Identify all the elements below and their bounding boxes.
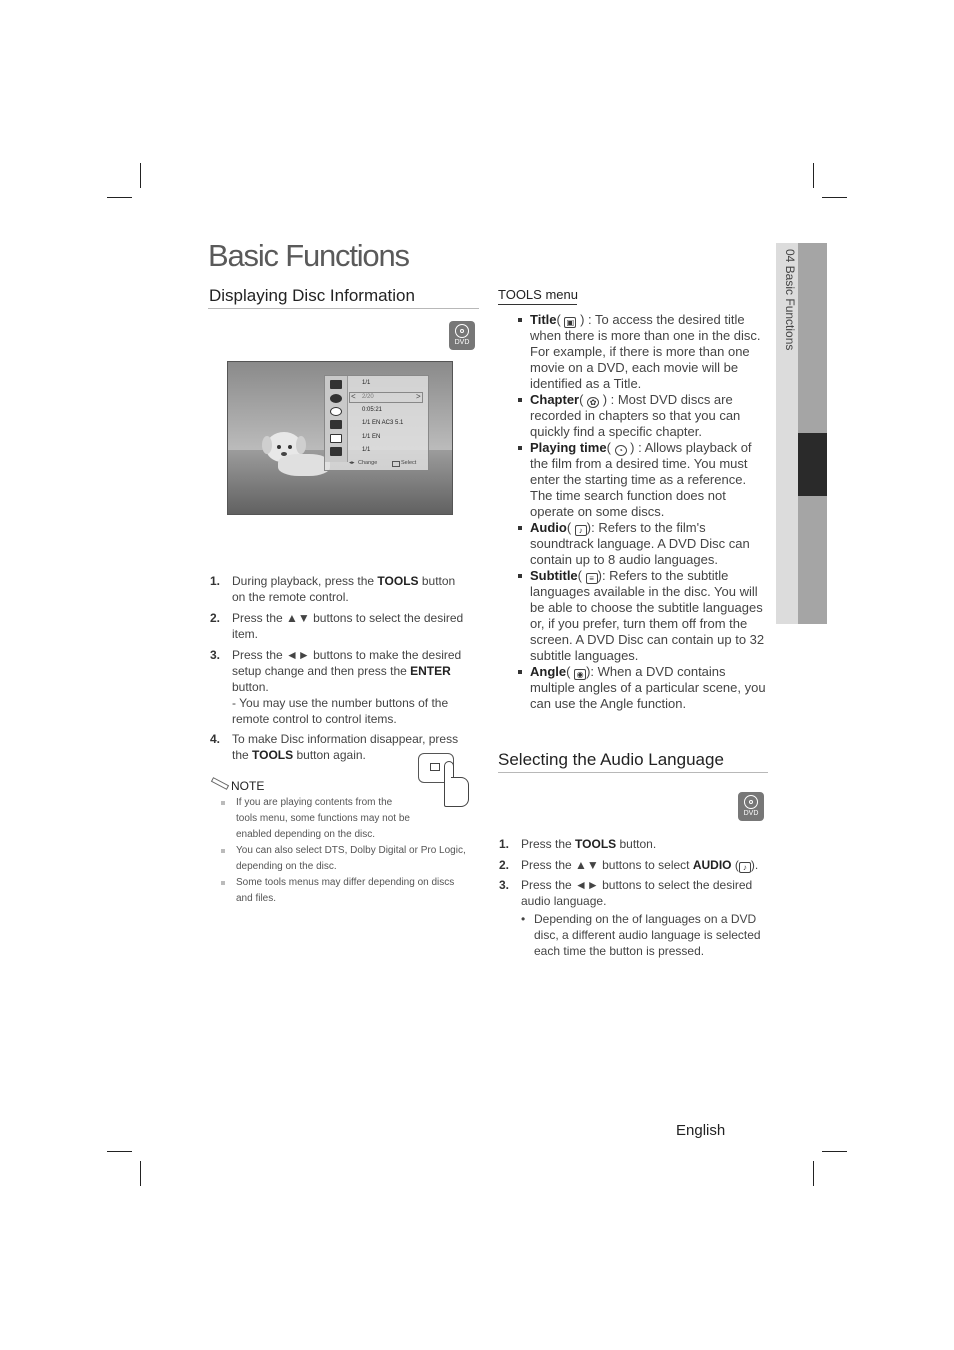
tools-menu-list xyxy=(518,312,770,712)
puppy-ear xyxy=(262,436,272,454)
step-number: 4. xyxy=(210,732,221,746)
clock-icon: ◔ xyxy=(615,445,627,456)
osd-footer-change: Change xyxy=(358,460,378,466)
step-number: 2. xyxy=(210,611,221,625)
step-key: AUDIO xyxy=(692,858,732,872)
step-subtext: - You may use the number buttons of the remote control to control items. xyxy=(232,696,449,726)
tools-term: Subtitle xyxy=(530,568,578,583)
audio-step-3 xyxy=(499,877,769,909)
osd-change-arrows-icon: ◂▸ xyxy=(349,460,355,466)
step-number: 1. xyxy=(499,837,510,851)
tools-item-angle: Angle( ◉ ): When a DVD contains multiple angles of a particular scene, you can use the Angle function. xyxy=(518,664,770,712)
section-title-audio: Selecting the Audio Language xyxy=(498,750,724,769)
tools-term: Audio xyxy=(530,520,567,535)
osd-highlight xyxy=(349,392,423,403)
crop-mark xyxy=(140,163,141,188)
step-text: Press the ◄► buttons to select the desired audio language. xyxy=(521,878,753,908)
step-key: ENTER xyxy=(410,664,451,678)
note-item xyxy=(221,875,471,907)
disc-info-step-2 xyxy=(210,610,470,642)
step-text: ( xyxy=(731,858,739,872)
puppy-eye xyxy=(277,445,281,449)
disc-icon xyxy=(744,795,758,809)
puppy-ear xyxy=(296,436,306,454)
step-text: button. xyxy=(616,837,657,851)
page-title: Basic Functions xyxy=(208,238,409,273)
crop-mark xyxy=(813,1161,814,1186)
osd-footer xyxy=(349,460,425,468)
puppy-body xyxy=(278,454,330,476)
section-title-disc-info: Displaying Disc Information xyxy=(209,286,415,305)
chapter-icon xyxy=(330,394,342,403)
crop-mark xyxy=(822,1151,847,1152)
tools-item-playing-time: Playing time( ◔ ) : Allows playback of the film from a desired time. You must enter the starting time as a reference. The time search function does not operate on some discs. xyxy=(518,440,770,520)
remote-hand-icon xyxy=(418,753,474,811)
dvd-badge xyxy=(449,321,475,350)
dvd-badge xyxy=(738,792,764,821)
note-text: Some tools menus may differ depending on discs and files. xyxy=(236,877,455,904)
note-text: If you are playing contents from the tools menu, some functions may not be enabled depending on the disc. xyxy=(236,797,410,840)
step-text: Press the xyxy=(521,837,576,851)
step-number: 2. xyxy=(499,858,510,872)
osd-row: 1/1 xyxy=(362,380,371,386)
tools-item-title: Title( ▣ ) : To access the desired title when there is more than one in the disc. For example, if there is more than one movie on a DVD, each movie will be identified as a Title. xyxy=(518,312,770,392)
osd-row: 1/1 EN xyxy=(362,434,381,440)
tools-menu-heading: TOOLS menu xyxy=(498,287,578,302)
tools-term: Playing time xyxy=(530,440,607,455)
clock-icon xyxy=(330,407,342,416)
audio-icon xyxy=(330,420,342,429)
step-text: button again. xyxy=(293,748,366,762)
tools-desc: ): Refers to the subtitle languages available in the disc. You will be able to choose the subtitle languages or, if you prefer, turn them off from the screen. A DVD Disc can contain up to 32 subtitle languages. xyxy=(530,568,765,663)
tools-osd-panel xyxy=(324,375,429,471)
tools-desc: ) : Most DVD discs are recorded in chapters so that you can quickly find a specific chapter. xyxy=(530,392,741,439)
osd-row: 0:05:21 xyxy=(362,407,383,413)
puppy-eye xyxy=(288,445,292,449)
osd-row: 1/1 EN AC3 5.1 xyxy=(362,420,404,426)
disc-icon xyxy=(455,324,469,338)
osd-footer-select: Select xyxy=(401,460,417,466)
crop-mark xyxy=(107,197,132,198)
osd-row: 2/20 xyxy=(362,394,374,400)
step-text: During playback, press the xyxy=(232,574,378,588)
tools-desc: ) : To access the desired title when there is more than one in the disc. For example, if there is more than one movie on a DVD, each movie will be identified as a Title. xyxy=(530,312,761,391)
osd-left-arrow: < xyxy=(351,392,356,401)
tools-item-chapter: Chapter( ✿ ) : Most DVD discs are recorded in chapters so that you can quickly find a specific chapter. xyxy=(518,392,770,440)
section-rule xyxy=(208,308,479,309)
note-text: You can also select DTS, Dolby Digital or Pro Logic, depending on the disc. xyxy=(236,845,466,872)
step-text: button on the remote control. xyxy=(232,574,456,604)
step-key: TOOLS xyxy=(575,837,617,851)
title-icon: ▣ xyxy=(564,317,576,328)
pencil-icon xyxy=(209,775,233,789)
tools-heading-underline xyxy=(498,304,577,305)
osd-right-arrow: > xyxy=(416,392,421,401)
audio-icon: ♪ xyxy=(575,525,587,536)
audio-icon: ♪ xyxy=(739,862,751,873)
subtitle-icon xyxy=(330,434,342,443)
osd-enter-icon xyxy=(392,461,400,467)
chapter-side-tab xyxy=(776,243,827,624)
tools-term: Title xyxy=(530,312,557,327)
step-text: button. xyxy=(232,680,269,694)
tools-desc: ): When a DVD contains multiple angles of a particular scene, you can use the Angle function. xyxy=(530,664,766,711)
audio-step-2 xyxy=(499,857,769,873)
side-tab-marker xyxy=(798,433,827,496)
step-key: TOOLS xyxy=(377,574,419,588)
step-text: To make Disc information disappear, press the xyxy=(232,732,459,762)
step-number: 3. xyxy=(210,648,221,662)
tools-desc: ) : Allows playback of the film from a desired time. You must enter the starting time as a reference. The time search function does not operate on some discs. xyxy=(530,440,752,519)
tools-item-subtitle: Subtitle( ≡ ): Refers to the subtitle languages available in the disc. You will be able to choose the subtitle languages or, if you prefer, turn them off from the screen. A DVD Disc can contain up to 32 subtitle languages. xyxy=(518,568,770,664)
puppy-nose xyxy=(281,452,287,456)
footer-language: English xyxy=(676,1122,726,1139)
note-item xyxy=(221,795,411,843)
audio-step-1 xyxy=(499,836,769,852)
crop-mark xyxy=(140,1161,141,1186)
subtitle-icon: ≡ xyxy=(586,573,598,584)
note-item xyxy=(221,843,471,875)
step-key: TOOLS xyxy=(252,748,294,762)
angle-icon: ◉ xyxy=(574,669,586,680)
dvd-badge-label: DVD xyxy=(743,810,759,817)
note-label: NOTE xyxy=(231,779,265,793)
bullet-dot: • xyxy=(521,912,526,926)
step-text: ). xyxy=(750,858,759,872)
chapter-icon: ✿ xyxy=(587,397,599,408)
side-tab-label: 04 Basic Functions xyxy=(783,249,797,351)
osd-icon-column xyxy=(325,376,348,462)
dvd-badge-label: DVD xyxy=(454,339,470,346)
step-number: 1. xyxy=(210,574,221,588)
step-text: Press the ▲▼ buttons to select the desired item. xyxy=(232,611,464,641)
title-icon xyxy=(330,380,342,389)
tools-term: Chapter xyxy=(530,392,580,407)
audio-bullet xyxy=(521,911,761,959)
step-text: Press the ◄► buttons to make the desired setup change and then press the xyxy=(232,648,462,678)
step-text: Press the ▲▼ buttons to select xyxy=(521,858,693,872)
tools-term: Angle xyxy=(530,664,567,679)
section-rule xyxy=(498,772,768,773)
bullet-text: Depending on the of languages on a DVD disc, a different audio language is selected each time the button is pressed. xyxy=(534,912,761,958)
angle-icon xyxy=(330,447,342,456)
step-number: 3. xyxy=(499,878,510,892)
tools-desc: ): Refers to the film's soundtrack language. A DVD Disc can contain up to 8 audio languages. xyxy=(530,520,750,567)
disc-info-step-1 xyxy=(210,573,470,605)
crop-mark xyxy=(813,163,814,188)
crop-mark xyxy=(107,1151,132,1152)
crop-mark xyxy=(822,197,847,198)
tools-item-audio: Audio( ♪ ): Refers to the film's soundtrack language. A DVD Disc can contain up to 8 audio languages. xyxy=(518,520,770,568)
osd-row: 1/1 xyxy=(362,447,371,453)
disc-info-step-3 xyxy=(210,647,470,727)
